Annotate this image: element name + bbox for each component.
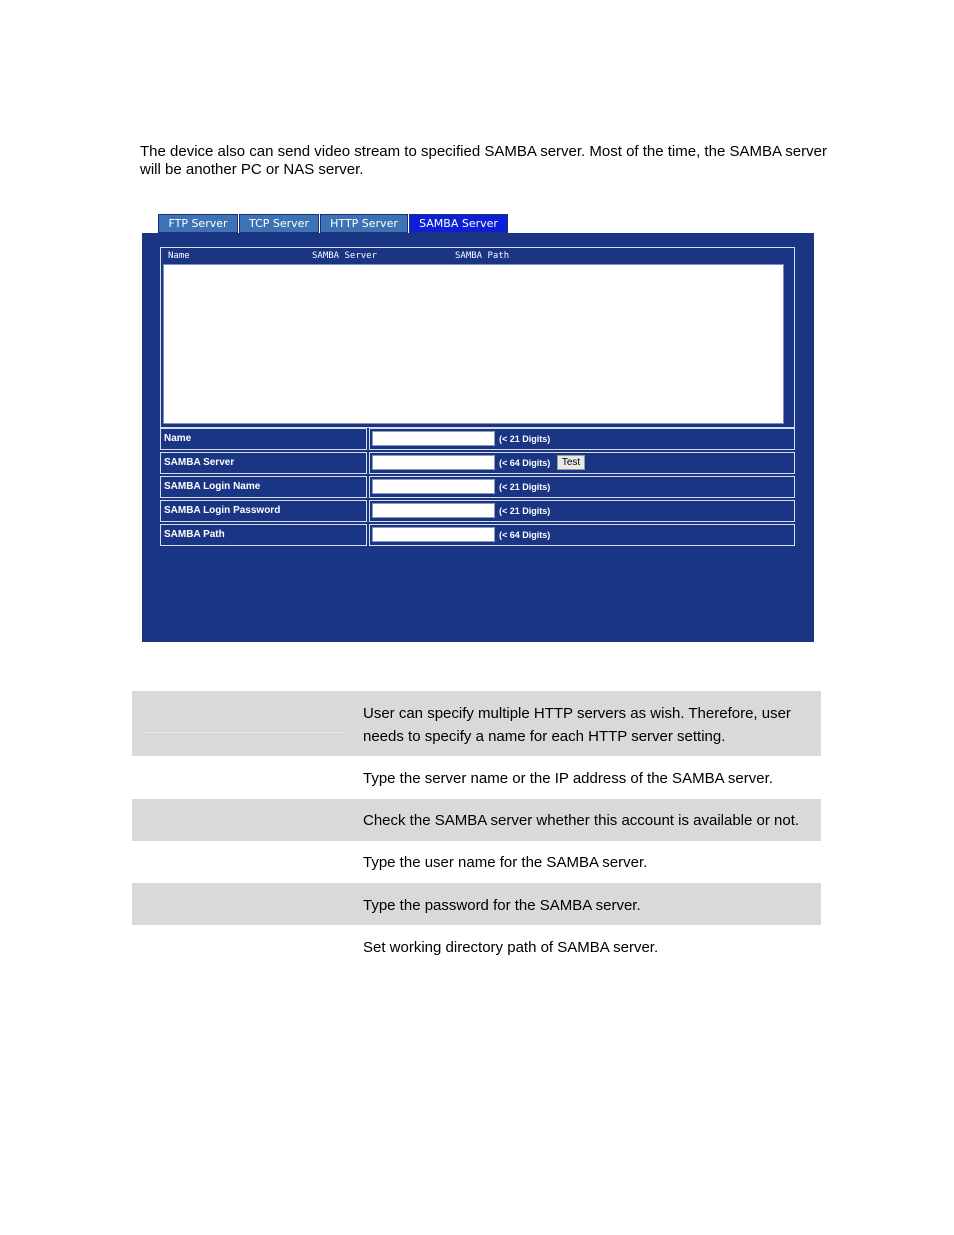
samba-path-input[interactable]: [372, 527, 495, 542]
intro-paragraph: The device also can send video stream to specified SAMBA server. Most of the time, the SAMBA server will be another PC or NAS server.: [140, 143, 827, 178]
description-row-login-name: [132, 841, 821, 883]
description-row-path: [132, 925, 821, 967]
description-row-name: [132, 691, 821, 756]
tab-samba-server[interactable]: SAMBA Server: [409, 214, 508, 233]
list-header-name: Name: [168, 251, 190, 261]
samba-path-hint: (< 64 Digits): [499, 530, 551, 540]
login-password-input[interactable]: [372, 503, 495, 518]
description-login-password: Type the password for the SAMBA server.: [363, 897, 641, 914]
login-name-label: SAMBA Login Name: [160, 476, 367, 498]
tab-ftp-server[interactable]: FTP Server: [158, 214, 238, 233]
test-button[interactable]: Test: [557, 455, 585, 470]
list-scrollbar[interactable]: [785, 264, 793, 424]
samba-server-row: [160, 452, 795, 474]
samba-server-hint: (< 64 Digits): [499, 458, 551, 468]
list-header-samba-server: SAMBA Server: [312, 251, 378, 261]
login-name-input[interactable]: [372, 479, 495, 494]
samba-path-row: [160, 524, 795, 546]
description-row-server: [132, 756, 821, 799]
description-row-login-password: [132, 883, 821, 925]
name-input[interactable]: [372, 431, 495, 446]
list-header: [163, 250, 792, 263]
description-login-name: Type the user name for the SAMBA server.: [363, 854, 648, 871]
name-row: [160, 428, 795, 450]
login-name-row: [160, 476, 795, 498]
description-server: Type the server name or the IP address of the SAMBA server.: [363, 770, 773, 787]
login-password-hint: (< 21 Digits): [499, 506, 551, 516]
description-name: User can specify multiple HTTP servers as wish. Therefore, user needs to specify a name for each HTTP server setting.: [363, 705, 791, 745]
row-divider: [141, 732, 347, 733]
name-label: Name: [160, 428, 367, 450]
login-password-row: [160, 500, 795, 522]
samba-server-list: [160, 247, 795, 428]
samba-server-label: SAMBA Server: [160, 452, 367, 474]
login-password-label: SAMBA Login Password: [160, 500, 367, 522]
samba-server-input[interactable]: [372, 455, 495, 470]
description-path: Set working directory path of SAMBA server.: [363, 939, 659, 956]
description-test: Check the SAMBA server whether this account is available or not.: [363, 812, 800, 829]
server-list-area[interactable]: [163, 264, 784, 424]
server-tabs: [158, 214, 509, 233]
login-name-hint: (< 21 Digits): [499, 482, 551, 492]
name-hint: (< 21 Digits): [499, 434, 551, 444]
tab-http-server[interactable]: HTTP Server: [320, 214, 408, 233]
samba-path-label: SAMBA Path: [160, 524, 367, 546]
list-header-samba-path: SAMBA Path: [455, 251, 510, 261]
description-row-test: [132, 799, 821, 841]
tab-tcp-server[interactable]: TCP Server: [239, 214, 319, 233]
